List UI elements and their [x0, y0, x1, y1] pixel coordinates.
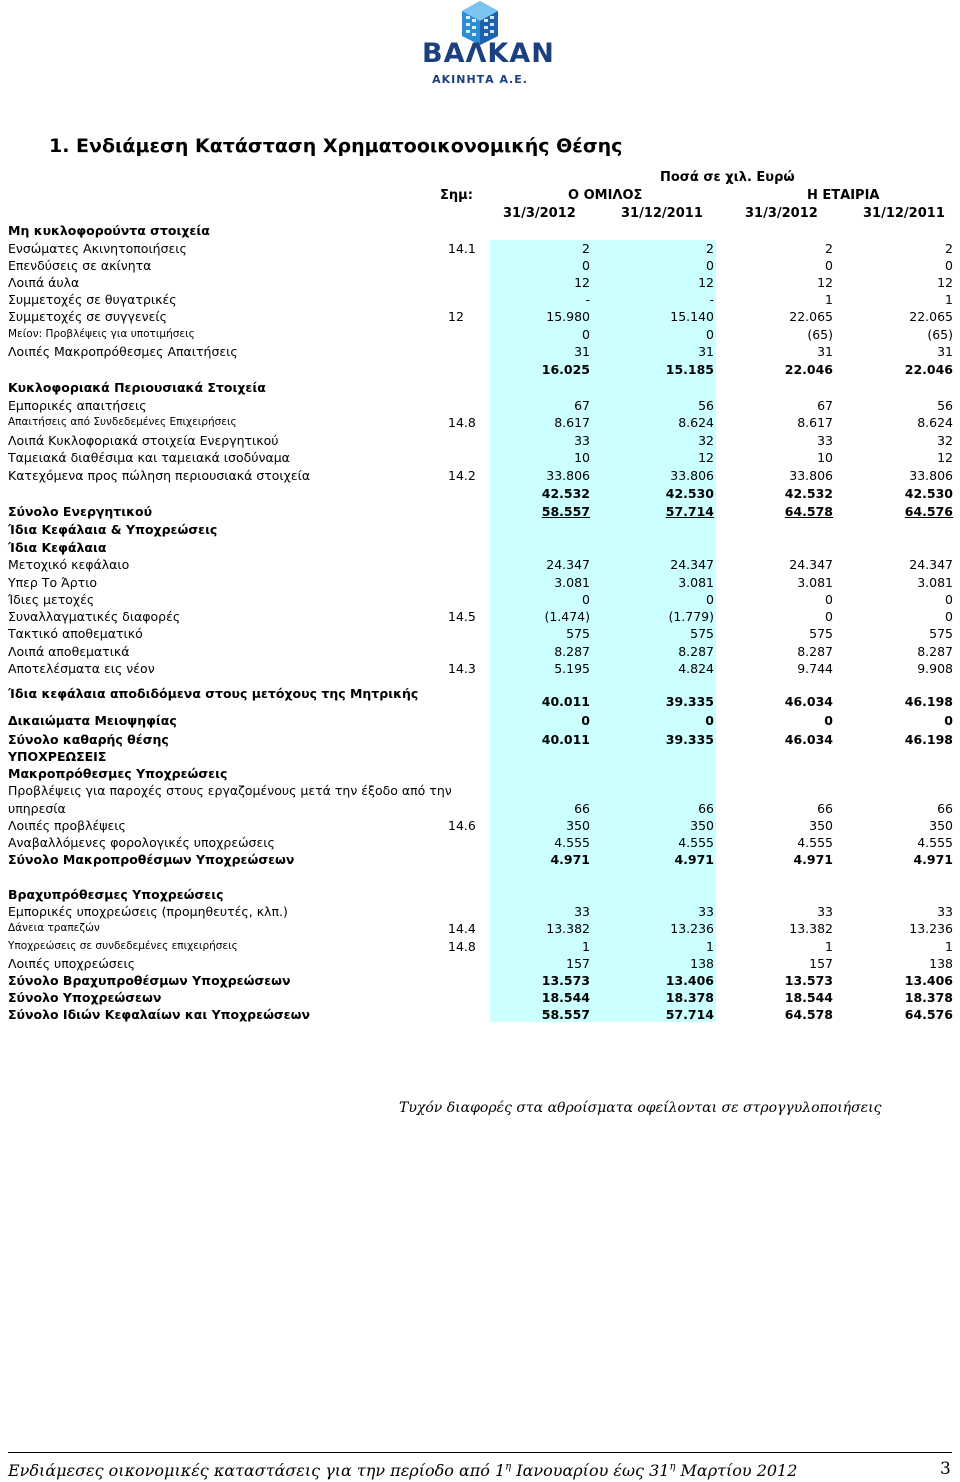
value-cell: 13.406 — [904, 973, 953, 988]
note-column-header: Σημ: — [440, 188, 473, 203]
value-cell: 13.573 — [784, 973, 833, 988]
table-row — [0, 379, 960, 396]
row-label: Εμπορικές υποχρεώσεις (προμηθευτές, κλπ.) — [8, 904, 288, 919]
value-cell: 12 — [937, 450, 953, 465]
value-cell: 33.806 — [546, 468, 590, 483]
row-note: 14.2 — [448, 468, 476, 483]
value-cell: 2 — [582, 241, 590, 256]
value-cell: 0 — [706, 327, 714, 342]
row-label: Συμμετοχές σε θυγατρικές — [8, 292, 177, 307]
value-cell: 33 — [937, 904, 953, 919]
value-cell: 33.806 — [909, 468, 953, 483]
row-label: Κυκλοφοριακά Περιουσιακά Στοιχεία — [8, 380, 266, 395]
value-cell: 3.081 — [554, 575, 590, 590]
value-cell: 33.806 — [789, 468, 833, 483]
table-row — [0, 643, 960, 660]
table-row — [0, 782, 960, 799]
value-cell: 0 — [582, 592, 590, 607]
row-label: Σύνολο καθαρής θέσης — [8, 732, 169, 747]
value-cell: 0 — [825, 609, 833, 624]
value-cell: 42.532 — [541, 486, 590, 501]
value-cell: 18.378 — [665, 990, 714, 1005]
table-row — [0, 222, 960, 239]
value-cell: 3.081 — [917, 575, 953, 590]
value-cell: 350 — [690, 818, 714, 833]
row-label: Λοιπά αποθεματικά — [8, 644, 130, 659]
table-row — [0, 834, 960, 851]
value-cell: 13.406 — [665, 973, 714, 988]
value-cell: 8.287 — [917, 644, 953, 659]
value-cell: 2 — [706, 241, 714, 256]
value-cell: 10 — [817, 450, 833, 465]
value-cell: 0 — [581, 713, 590, 728]
value-cell: 58.557 — [541, 504, 590, 519]
value-cell: 4.971 — [793, 852, 833, 867]
value-cell: 33 — [574, 433, 590, 448]
value-cell: 64.576 — [904, 1007, 953, 1022]
table-row — [0, 361, 960, 378]
value-cell: 1 — [706, 939, 714, 954]
table-row — [0, 903, 960, 920]
row-label: Λοιπά άυλα — [8, 275, 80, 290]
row-label: Μακροπρόθεσμες Υποχρεώσεις — [8, 766, 228, 781]
value-cell: 24.347 — [670, 557, 714, 572]
value-cell: 42.530 — [665, 486, 714, 501]
value-cell: 157 — [566, 956, 590, 971]
value-cell: (65) — [807, 327, 833, 342]
value-cell: 4.824 — [678, 661, 714, 676]
value-cell: 12 — [937, 275, 953, 290]
value-cell: 33 — [698, 904, 714, 919]
row-label: Κατεχόμενα προς πώληση περιουσιακά στοιχεία — [8, 468, 311, 483]
row-label: Σύνολο Ενεργητικού — [8, 504, 153, 519]
table-row — [0, 765, 960, 782]
value-cell: 1 — [825, 292, 833, 307]
row-label: Ταμειακά διαθέσιμα και ταμειακά ισοδύναμα — [8, 450, 290, 465]
table-row — [0, 851, 960, 868]
value-cell: 4.971 — [550, 852, 590, 867]
value-cell: 0 — [825, 258, 833, 273]
value-cell: 3.081 — [678, 575, 714, 590]
group-header: Ο ΟΜΙΛΟΣ — [568, 188, 643, 203]
row-label: Λοιπές υποχρεώσεις — [8, 956, 136, 971]
value-cell: 0 — [582, 258, 590, 273]
value-cell: 40.011 — [541, 694, 590, 709]
value-cell: 42.532 — [784, 486, 833, 501]
row-label: Μείον: Προβλέψεις για υποτιμήσεις — [8, 328, 195, 340]
value-cell: 575 — [566, 626, 590, 641]
table-row — [0, 521, 960, 538]
value-cell: 4.555 — [554, 835, 590, 850]
table-row — [0, 886, 960, 903]
value-cell: 350 — [809, 818, 833, 833]
row-note: 14.1 — [448, 241, 476, 256]
value-cell: 8.624 — [917, 415, 953, 430]
value-cell: 4.971 — [674, 852, 714, 867]
value-cell: 31 — [937, 344, 953, 359]
row-label: Συμμετοχές σε συγγενείς — [8, 309, 167, 324]
table-row — [0, 800, 960, 817]
value-cell: 0 — [945, 592, 953, 607]
footer-text-a: Ενδιάμεσες οικονομικές καταστάσεις για την περίοδο από 1 — [8, 1461, 506, 1480]
table-row — [0, 920, 960, 937]
value-cell: 8.287 — [797, 644, 833, 659]
value-cell: 66 — [817, 801, 833, 816]
amounts-note: Ποσά σε χιλ. Ευρώ — [660, 170, 795, 185]
value-cell: 13.382 — [789, 921, 833, 936]
table-row — [0, 731, 960, 748]
row-label: Αποτελέσματα εις νέον — [8, 661, 155, 676]
row-label: Ίδια κεφάλαια αποδιδόμενα στους μετόχους της Μητρικής — [8, 686, 419, 701]
value-cell: 12 — [698, 275, 714, 290]
value-cell: 33.806 — [670, 468, 714, 483]
logo-name: ΒΑΛΚΑΝ — [422, 38, 555, 69]
value-cell: 24.347 — [546, 557, 590, 572]
value-cell: 575 — [809, 626, 833, 641]
value-cell: 0 — [705, 713, 714, 728]
row-label: Ίδια Κεφάλαια & Υποχρεώσεις — [8, 522, 218, 537]
value-cell: 64.578 — [784, 504, 833, 519]
table-row — [0, 485, 960, 502]
value-cell: 13.236 — [909, 921, 953, 936]
value-cell: 138 — [929, 956, 953, 971]
date-header-3: 31/3/2012 — [745, 206, 818, 221]
company-logo — [422, 0, 555, 106]
value-cell: 0 — [824, 713, 833, 728]
value-cell: 32 — [698, 433, 714, 448]
value-cell: 8.287 — [678, 644, 714, 659]
table-row — [0, 574, 960, 591]
value-cell: 10 — [574, 450, 590, 465]
row-label: Υποχρεώσεις σε συνδεδεμένες επιχειρήσεις — [8, 940, 238, 952]
company-header: Η ΕΤΑΙΡΙΑ — [807, 188, 880, 203]
value-cell: 13.573 — [541, 973, 590, 988]
value-cell: 57.714 — [665, 1007, 714, 1022]
table-row — [0, 660, 960, 677]
row-label: Ίδιες μετοχές — [8, 592, 95, 607]
table-row — [0, 608, 960, 625]
value-cell: 56 — [698, 398, 714, 413]
value-cell: 8.287 — [554, 644, 590, 659]
row-label: Βραχυπρόθεσμες Υποχρεώσεις — [8, 887, 224, 902]
date-header-1: 31/3/2012 — [503, 206, 576, 221]
value-cell: 12 — [698, 450, 714, 465]
row-note: 14.3 — [448, 661, 476, 676]
table-row — [0, 972, 960, 989]
row-note: 14.6 — [448, 818, 476, 833]
row-label: Επενδύσεις σε ακίνητα — [8, 258, 152, 273]
value-cell: 22.046 — [784, 362, 833, 377]
value-cell: 57.714 — [665, 504, 714, 519]
value-cell: 22.046 — [904, 362, 953, 377]
value-cell: (1.474) — [544, 609, 590, 624]
value-cell: 18.544 — [784, 990, 833, 1005]
value-cell: 0 — [825, 592, 833, 607]
value-cell: 39.335 — [665, 694, 714, 709]
value-cell: 15.185 — [665, 362, 714, 377]
row-note: 14.5 — [448, 609, 476, 624]
value-cell: 56 — [937, 398, 953, 413]
footer-sup-a: η — [505, 1461, 512, 1473]
value-cell: 46.198 — [904, 732, 953, 747]
table-row — [0, 291, 960, 308]
value-cell: 33 — [574, 904, 590, 919]
row-label: Δάνεια τραπεζών — [8, 922, 100, 934]
date-header-2: 31/12/2011 — [621, 206, 703, 221]
table-row — [0, 449, 960, 466]
row-label: Σύνολο Υποχρεώσεων — [8, 990, 162, 1005]
value-cell: 4.971 — [913, 852, 953, 867]
footer-text-c: Μαρτίου 2012 — [675, 1461, 798, 1480]
value-cell: 13.382 — [546, 921, 590, 936]
value-cell: 4.555 — [797, 835, 833, 850]
value-cell: 350 — [566, 818, 590, 833]
value-cell: 15.980 — [546, 309, 590, 324]
logo-subtitle: ΑΚΙΝΗΤΑ Α.Ε. — [432, 73, 528, 86]
table-row — [0, 712, 960, 729]
table-row — [0, 539, 960, 556]
row-label: Ίδια Κεφάλαια — [8, 540, 107, 555]
value-cell: 16.025 — [541, 362, 590, 377]
value-cell: 58.557 — [541, 1007, 590, 1022]
value-cell: 350 — [929, 818, 953, 833]
footer-divider — [8, 1452, 952, 1453]
date-header-4: 31/12/2011 — [863, 206, 945, 221]
value-cell: 1 — [945, 292, 953, 307]
table-row — [0, 397, 960, 414]
value-cell: 46.034 — [784, 694, 833, 709]
value-cell: 9.744 — [797, 661, 833, 676]
value-cell: 12 — [817, 275, 833, 290]
value-cell: 0 — [945, 258, 953, 273]
row-label: Προβλέψεις για παροχές στους εργαζομένους μετά την έξοδο από την — [8, 783, 452, 798]
value-cell: 8.617 — [797, 415, 833, 430]
table-row — [0, 625, 960, 642]
row-label: Αναβαλλόμενες φορολογικές υποχρεώσεις — [8, 835, 275, 850]
value-cell: 4.555 — [917, 835, 953, 850]
value-cell: 66 — [698, 801, 714, 816]
value-cell: 5.195 — [554, 661, 590, 676]
table-row — [0, 326, 960, 343]
row-label: ΥΠΟΧΡΕΩΣΕΙΣ — [8, 749, 107, 764]
value-cell: 66 — [574, 801, 590, 816]
value-cell: (65) — [927, 327, 953, 342]
table-row — [0, 432, 960, 449]
value-cell: 18.378 — [904, 990, 953, 1005]
row-label: Μετοχικό κεφάλαιο — [8, 557, 130, 572]
table-row — [0, 308, 960, 325]
value-cell: 42.530 — [904, 486, 953, 501]
value-cell: 8.617 — [554, 415, 590, 430]
value-cell: 46.034 — [784, 732, 833, 747]
rounding-footnote: Τυχόν διαφορές στα αθροίσματα οφείλονται σε στρογγυλοποιήσεις — [399, 1100, 882, 1116]
row-label: Απαιτήσεις από Συνδεδεμένες Επιχειρήσεις — [8, 416, 237, 428]
value-cell: 13.236 — [670, 921, 714, 936]
value-cell: 4.555 — [678, 835, 714, 850]
value-cell: 2 — [825, 241, 833, 256]
row-label: Συναλλαγματικές διαφορές — [8, 609, 181, 624]
table-row — [0, 414, 960, 431]
row-label: Υπερ Το Άρτιο — [8, 575, 98, 590]
table-row — [0, 817, 960, 834]
page-footer — [8, 1461, 797, 1480]
row-label: Τακτικό αποθεματικό — [8, 626, 143, 641]
table-row — [0, 240, 960, 257]
value-cell: 1 — [582, 939, 590, 954]
value-cell: 0 — [706, 258, 714, 273]
row-label: Δικαιώματα Μειοψηφίας — [8, 713, 177, 728]
table-row — [0, 748, 960, 765]
value-cell: 3.081 — [797, 575, 833, 590]
row-label: Σύνολο Μακροπροθέσμων Υποχρεώσεων — [8, 852, 295, 867]
value-cell: 32 — [937, 433, 953, 448]
value-cell: 0 — [582, 327, 590, 342]
value-cell: 8.624 — [678, 415, 714, 430]
row-label: υπηρεσία — [8, 801, 66, 816]
table-row — [0, 556, 960, 573]
value-cell: 575 — [929, 626, 953, 641]
row-label: Λοιπές Μακροπρόθεσμες Απαιτήσεις — [8, 344, 238, 359]
value-cell: 9.908 — [917, 661, 953, 676]
value-cell: 12 — [574, 275, 590, 290]
table-row — [0, 955, 960, 972]
value-cell: 33 — [817, 904, 833, 919]
footer-sup-b: η — [669, 1461, 676, 1473]
value-cell: 0 — [706, 592, 714, 607]
value-cell: 31 — [574, 344, 590, 359]
value-cell: 33 — [817, 433, 833, 448]
page-number: 3 — [940, 1459, 951, 1479]
value-cell: 18.544 — [541, 990, 590, 1005]
value-cell: 64.578 — [784, 1007, 833, 1022]
value-cell: 46.198 — [904, 694, 953, 709]
table-row — [0, 989, 960, 1006]
value-cell: 31 — [698, 344, 714, 359]
table-row — [0, 343, 960, 360]
table-row — [0, 938, 960, 955]
row-label: Λοιπές προβλέψεις — [8, 818, 126, 833]
value-cell: 64.576 — [904, 504, 953, 519]
value-cell: 138 — [690, 956, 714, 971]
value-cell: - — [709, 292, 714, 307]
value-cell: 0 — [945, 609, 953, 624]
value-cell: 157 — [809, 956, 833, 971]
value-cell: 1 — [945, 939, 953, 954]
row-label: Σύνολο Βραχυπροθέσμων Υποχρεώσεων — [8, 973, 291, 988]
table-row — [0, 503, 960, 520]
table-row — [0, 257, 960, 274]
value-cell: 31 — [817, 344, 833, 359]
table-row — [0, 274, 960, 291]
table-row — [0, 591, 960, 608]
value-cell: 0 — [944, 713, 953, 728]
value-cell: 2 — [945, 241, 953, 256]
page-title: 1. Ενδιάμεση Κατάσταση Χρηματοοικονομικής Θέσης — [49, 135, 623, 157]
row-note: 14.8 — [448, 939, 476, 954]
value-cell: 67 — [574, 398, 590, 413]
row-note: 14.8 — [448, 415, 476, 430]
value-cell: 1 — [825, 939, 833, 954]
value-cell: 24.347 — [789, 557, 833, 572]
row-label: Ενσώματες Ακινητοποιήσεις — [8, 241, 187, 256]
value-cell: 40.011 — [541, 732, 590, 747]
row-note: 14.4 — [448, 921, 476, 936]
row-label: Λοιπά Κυκλοφοριακά στοιχεία Ενεργητικού — [8, 433, 279, 448]
row-note: 12 — [448, 309, 464, 324]
value-cell: 22.065 — [909, 309, 953, 324]
row-label: Σύνολο Ιδιών Κεφαλαίων και Υποχρεώσεων — [8, 1007, 311, 1022]
value-cell: - — [585, 292, 590, 307]
value-cell: 22.065 — [789, 309, 833, 324]
table-row — [0, 693, 960, 710]
footer-text-b: Ιανουαρίου έως 31 — [511, 1461, 670, 1480]
table-row — [0, 1006, 960, 1023]
table-row — [0, 467, 960, 484]
value-cell: 39.335 — [665, 732, 714, 747]
value-cell: 67 — [817, 398, 833, 413]
value-cell: 15.140 — [670, 309, 714, 324]
value-cell: (1.779) — [668, 609, 714, 624]
value-cell: 66 — [937, 801, 953, 816]
value-cell: 24.347 — [909, 557, 953, 572]
row-label: Εμπορικές απαιτήσεις — [8, 398, 147, 413]
value-cell: 575 — [690, 626, 714, 641]
row-label: Μη κυκλοφορούντα στοιχεία — [8, 223, 210, 238]
